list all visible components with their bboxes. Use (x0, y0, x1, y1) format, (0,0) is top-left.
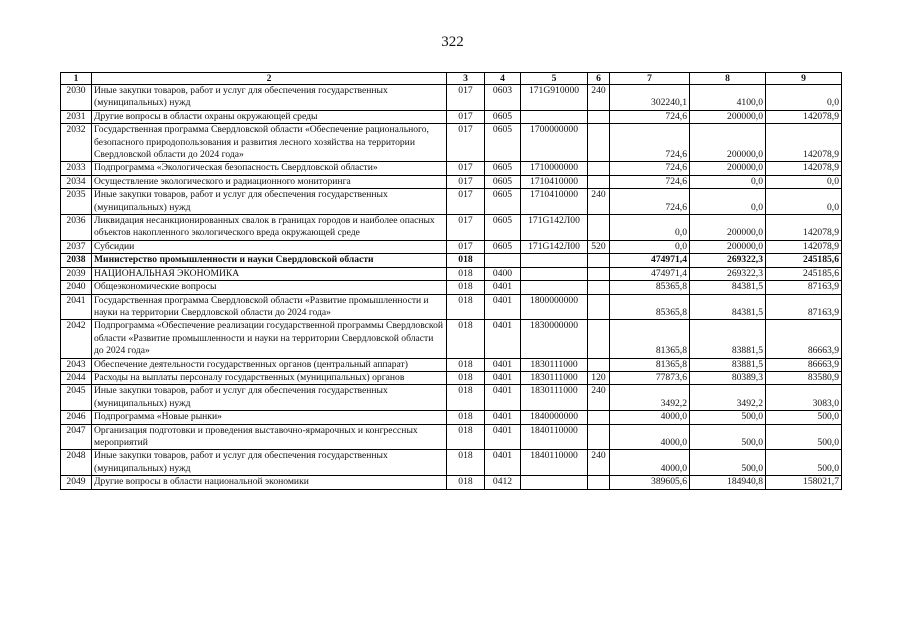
amount-col-7: 81365,8 (610, 320, 690, 358)
amount-col-9: 0,0 (766, 175, 842, 188)
amount-col-8: 0,0 (690, 175, 766, 188)
code-expense-type (588, 124, 610, 162)
amount-col-8: 0,0 (690, 189, 766, 215)
amount-col-7: 0,0 (610, 240, 690, 253)
code-target (521, 476, 588, 489)
column-header: 7 (610, 73, 690, 85)
amount-col-9: 0,0 (766, 189, 842, 215)
amount-col-8: 184940,8 (690, 476, 766, 489)
amount-col-9: 142078,9 (766, 162, 842, 175)
amount-col-9: 245185,6 (766, 267, 842, 280)
code-expense-type (588, 294, 610, 320)
table-row (61, 476, 842, 489)
table-row (61, 267, 842, 280)
row-number: 2031 (61, 110, 92, 123)
amount-col-9: 86663,9 (766, 320, 842, 358)
amount-col-8: 84381,5 (690, 281, 766, 294)
code-target: 1840110000 (521, 450, 588, 476)
code-target: 1800000000 (521, 294, 588, 320)
amount-col-7: 474971,4 (610, 254, 690, 267)
row-name: Министерство промышленности и науки Свердловской области (92, 254, 447, 267)
code-ministry: 018 (447, 411, 485, 424)
code-section: 0401 (485, 450, 521, 476)
code-section: 0401 (485, 281, 521, 294)
code-section: 0605 (485, 240, 521, 253)
row-number: 2045 (61, 385, 92, 411)
table-row (61, 189, 842, 215)
code-ministry: 018 (447, 476, 485, 489)
code-expense-type (588, 215, 610, 241)
amount-col-9: 500,0 (766, 411, 842, 424)
row-name: Другие вопросы в области национальной экономики (92, 476, 447, 489)
code-section: 0603 (485, 85, 521, 111)
row-name: Подпрограмма «Экологическая безопасность Свердловской области» (92, 162, 447, 175)
code-section: 0605 (485, 124, 521, 162)
table-row (61, 358, 842, 371)
row-name: Подпрограмма «Обеспечение реализации государственной программы Свердловской области «Развитие промышленности и науки на территории Свердловской области до 2024 года» (92, 320, 447, 358)
column-header: 3 (447, 73, 485, 85)
amount-col-9: 87163,9 (766, 281, 842, 294)
code-expense-type: 120 (588, 371, 610, 384)
table-row (61, 240, 842, 253)
code-expense-type (588, 267, 610, 280)
code-expense-type (588, 110, 610, 123)
amount-col-8: 500,0 (690, 450, 766, 476)
amount-col-9: 142078,9 (766, 124, 842, 162)
code-section: 0605 (485, 215, 521, 241)
code-ministry: 017 (447, 124, 485, 162)
code-target: 1710000000 (521, 162, 588, 175)
row-name: Иные закупки товаров, работ и услуг для обеспечения государственных (муниципальных) нужд (92, 85, 447, 111)
code-ministry: 018 (447, 424, 485, 450)
amount-col-9: 87163,9 (766, 294, 842, 320)
row-name: Иные закупки товаров, работ и услуг для обеспечения государственных (муниципальных) нужд (92, 189, 447, 215)
column-header: 2 (92, 73, 447, 85)
code-ministry: 018 (447, 371, 485, 384)
code-expense-type: 520 (588, 240, 610, 253)
amount-col-8: 269322,3 (690, 267, 766, 280)
table-row (61, 162, 842, 175)
row-name: Расходы на выплаты персоналу государственных (муниципальных) органов (92, 371, 447, 384)
row-name: НАЦИОНАЛЬНАЯ ЭКОНОМИКА (92, 267, 447, 280)
code-expense-type (588, 476, 610, 489)
code-section: 0401 (485, 320, 521, 358)
amount-col-9: 500,0 (766, 450, 842, 476)
code-section: 0401 (485, 424, 521, 450)
row-number: 2036 (61, 215, 92, 241)
code-target: 1700000000 (521, 124, 588, 162)
code-ministry: 018 (447, 320, 485, 358)
code-expense-type (588, 320, 610, 358)
amount-col-7: 77873,6 (610, 371, 690, 384)
row-name: Обеспечение деятельности государственных органов (центральный аппарат) (92, 358, 447, 371)
code-section: 0401 (485, 294, 521, 320)
code-ministry: 018 (447, 358, 485, 371)
code-target: 1840110000 (521, 424, 588, 450)
column-header: 9 (766, 73, 842, 85)
code-target: 171G142Л00 (521, 240, 588, 253)
row-number: 2042 (61, 320, 92, 358)
code-target: 1830000000 (521, 320, 588, 358)
amount-col-7: 389605,6 (610, 476, 690, 489)
amount-col-9: 3083,0 (766, 385, 842, 411)
row-name: Общеэкономические вопросы (92, 281, 447, 294)
code-ministry: 018 (447, 254, 485, 267)
code-expense-type: 240 (588, 450, 610, 476)
amount-col-9: 158021,7 (766, 476, 842, 489)
row-number: 2037 (61, 240, 92, 253)
code-target: 1830111000 (521, 371, 588, 384)
code-target: 1710410000 (521, 189, 588, 215)
column-header: 4 (485, 73, 521, 85)
row-number: 2033 (61, 162, 92, 175)
table-row (61, 124, 842, 162)
code-section: 0400 (485, 267, 521, 280)
amount-col-7: 4000,0 (610, 450, 690, 476)
code-target: 1830111000 (521, 385, 588, 411)
row-name: Ликвидация несанкционированных свалок в границах городов и наиболее опасных объектов накопленного экологического вреда окружающей среде (92, 215, 447, 241)
row-name: Осуществление экологического и радиационного мониторинга (92, 175, 447, 188)
code-expense-type (588, 411, 610, 424)
amount-col-8: 4100,0 (690, 85, 766, 111)
table-row (61, 371, 842, 384)
row-number: 2035 (61, 189, 92, 215)
amount-col-8: 269322,3 (690, 254, 766, 267)
amount-col-9: 83580,9 (766, 371, 842, 384)
amount-col-7: 81365,8 (610, 358, 690, 371)
code-ministry: 017 (447, 85, 485, 111)
amount-col-8: 200000,0 (690, 110, 766, 123)
column-header: 1 (61, 73, 92, 85)
code-ministry: 018 (447, 450, 485, 476)
column-header: 6 (588, 73, 610, 85)
code-target (521, 267, 588, 280)
amount-col-8: 200000,0 (690, 240, 766, 253)
code-section: 0401 (485, 385, 521, 411)
row-name: Субсидии (92, 240, 447, 253)
code-target (521, 281, 588, 294)
amount-col-7: 4000,0 (610, 411, 690, 424)
code-section: 0605 (485, 175, 521, 188)
code-target (521, 254, 588, 267)
amount-col-7: 724,6 (610, 162, 690, 175)
amount-col-9: 500,0 (766, 424, 842, 450)
row-name: Организация подготовки и проведения выставочно-ярмарочных и конгрессных мероприятий (92, 424, 447, 450)
table-body (61, 85, 842, 490)
code-ministry: 018 (447, 281, 485, 294)
table-row (61, 254, 842, 267)
code-section: 0605 (485, 189, 521, 215)
row-number: 2034 (61, 175, 92, 188)
row-number: 2038 (61, 254, 92, 267)
amount-col-8: 200000,0 (690, 124, 766, 162)
amount-col-7: 4000,0 (610, 424, 690, 450)
table-row (61, 85, 842, 111)
row-name: Другие вопросы в области охраны окружающей среды (92, 110, 447, 123)
code-expense-type: 240 (588, 385, 610, 411)
code-ministry: 017 (447, 189, 485, 215)
code-expense-type (588, 358, 610, 371)
row-number: 2048 (61, 450, 92, 476)
amount-col-9: 142078,9 (766, 240, 842, 253)
code-target: 1710410000 (521, 175, 588, 188)
row-number: 2040 (61, 281, 92, 294)
amount-col-9: 245185,6 (766, 254, 842, 267)
amount-col-8: 200000,0 (690, 162, 766, 175)
row-number: 2049 (61, 476, 92, 489)
code-target: 1830111000 (521, 358, 588, 371)
code-section (485, 254, 521, 267)
code-expense-type (588, 162, 610, 175)
code-ministry: 018 (447, 385, 485, 411)
amount-col-7: 3492,2 (610, 385, 690, 411)
table-row (61, 215, 842, 241)
amount-col-9: 86663,9 (766, 358, 842, 371)
code-section: 0401 (485, 411, 521, 424)
amount-col-7: 724,6 (610, 189, 690, 215)
amount-col-8: 500,0 (690, 424, 766, 450)
code-expense-type (588, 254, 610, 267)
code-expense-type: 240 (588, 85, 610, 111)
table-row (61, 175, 842, 188)
budget-table (60, 72, 842, 490)
amount-col-7: 724,6 (610, 110, 690, 123)
code-ministry: 018 (447, 294, 485, 320)
table-row (61, 320, 842, 358)
code-target: 1840000000 (521, 411, 588, 424)
code-ministry: 017 (447, 215, 485, 241)
code-section: 0401 (485, 371, 521, 384)
amount-col-8: 83881,5 (690, 358, 766, 371)
amount-col-7: 85365,8 (610, 281, 690, 294)
table-row (61, 411, 842, 424)
amount-col-9: 0,0 (766, 85, 842, 111)
code-section: 0605 (485, 110, 521, 123)
amount-col-7: 302240,1 (610, 85, 690, 111)
code-ministry: 017 (447, 240, 485, 253)
amount-col-8: 83881,5 (690, 320, 766, 358)
code-ministry: 017 (447, 110, 485, 123)
table-row (61, 294, 842, 320)
amount-col-7: 474971,4 (610, 267, 690, 280)
table-row (61, 424, 842, 450)
row-number: 2041 (61, 294, 92, 320)
amount-col-9: 142078,9 (766, 215, 842, 241)
amount-col-8: 500,0 (690, 411, 766, 424)
amount-col-7: 85365,8 (610, 294, 690, 320)
row-name: Иные закупки товаров, работ и услуг для обеспечения государственных (муниципальных) нужд (92, 450, 447, 476)
code-target (521, 110, 588, 123)
row-number: 2032 (61, 124, 92, 162)
row-number: 2043 (61, 358, 92, 371)
row-number: 2044 (61, 371, 92, 384)
code-target: 171G142Л00 (521, 215, 588, 241)
amount-col-8: 84381,5 (690, 294, 766, 320)
amount-col-7: 724,6 (610, 124, 690, 162)
code-section: 0401 (485, 358, 521, 371)
amount-col-8: 3492,2 (690, 385, 766, 411)
table-row (61, 110, 842, 123)
code-expense-type (588, 424, 610, 450)
column-header: 5 (521, 73, 588, 85)
row-name: Иные закупки товаров, работ и услуг для обеспечения государственных (муниципальных) нужд (92, 385, 447, 411)
row-name: Подпрограмма «Новые рынки» (92, 411, 447, 424)
table-row (61, 450, 842, 476)
page-number: 322 (441, 34, 464, 50)
amount-col-7: 724,6 (610, 175, 690, 188)
code-expense-type: 240 (588, 189, 610, 215)
column-header: 8 (690, 73, 766, 85)
code-expense-type (588, 281, 610, 294)
amount-col-7: 0,0 (610, 215, 690, 241)
code-target: 171G910000 (521, 85, 588, 111)
table-row (61, 281, 842, 294)
code-ministry: 017 (447, 175, 485, 188)
row-name: Государственная программа Свердловской области «Обеспечение рационального, безопасного природопользования и развития лесного хозяйства на территории Свердловской области до 2024 года» (92, 124, 447, 162)
code-section: 0412 (485, 476, 521, 489)
row-number: 2047 (61, 424, 92, 450)
table-row (61, 385, 842, 411)
row-name: Государственная программа Свердловской области «Развитие промышленности и науки на территории Свердловской области до 2024 года» (92, 294, 447, 320)
code-expense-type (588, 175, 610, 188)
code-ministry: 017 (447, 162, 485, 175)
code-section: 0605 (485, 162, 521, 175)
amount-col-9: 142078,9 (766, 110, 842, 123)
amount-col-8: 200000,0 (690, 215, 766, 241)
row-number: 2039 (61, 267, 92, 280)
row-number: 2046 (61, 411, 92, 424)
row-number: 2030 (61, 85, 92, 111)
amount-col-8: 80389,3 (690, 371, 766, 384)
table-header-row (61, 73, 842, 85)
code-ministry: 018 (447, 267, 485, 280)
